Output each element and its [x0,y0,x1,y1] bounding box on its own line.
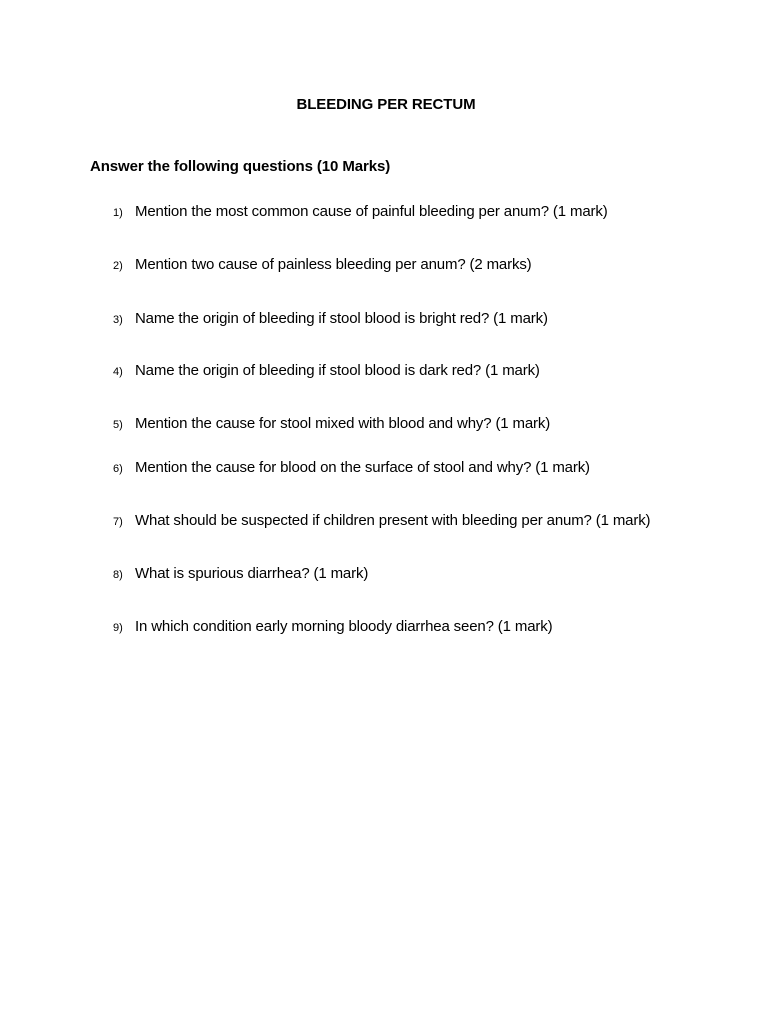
question-item [0,511,768,531]
question-text: What should be suspected if children present with bleeding per anum? (1 mark) [135,512,651,529]
question-item [0,202,768,222]
question-number: 1) [113,207,123,219]
document-title: BLEEDING PER RECTUM [296,96,476,113]
question-text: Name the origin of bleeding if stool blood is bright red? (1 mark) [135,310,548,327]
question-text: Mention the cause for stool mixed with blood and why? (1 mark) [135,415,551,432]
question-number: 4) [113,366,123,378]
question-number: 2) [113,260,123,272]
question-item [0,617,768,637]
question-item [0,309,768,329]
question-number: 7) [113,516,123,528]
question-item [0,255,768,275]
question-text: In which condition early morning bloody diarrhea seen? (1 mark) [135,618,553,635]
question-text: Name the origin of bleeding if stool blood is dark red? (1 mark) [135,362,540,379]
question-number: 3) [113,314,123,326]
question-number: 6) [113,463,123,475]
question-item [0,361,768,381]
question-text: Mention two cause of painless bleeding per anum? (2 marks) [135,256,532,273]
question-text: Mention the cause for blood on the surface of stool and why? (1 mark) [135,459,590,476]
question-number: 5) [113,419,123,431]
question-number: 9) [113,622,123,634]
question-text: Mention the most common cause of painful bleeding per anum? (1 mark) [135,203,608,220]
question-text: What is spurious diarrhea? (1 mark) [135,565,369,582]
question-item [0,414,768,434]
question-number: 8) [113,569,123,581]
question-item [0,458,768,478]
question-item [0,564,768,584]
instructions-heading: Answer the following questions (10 Marks) [90,158,391,175]
